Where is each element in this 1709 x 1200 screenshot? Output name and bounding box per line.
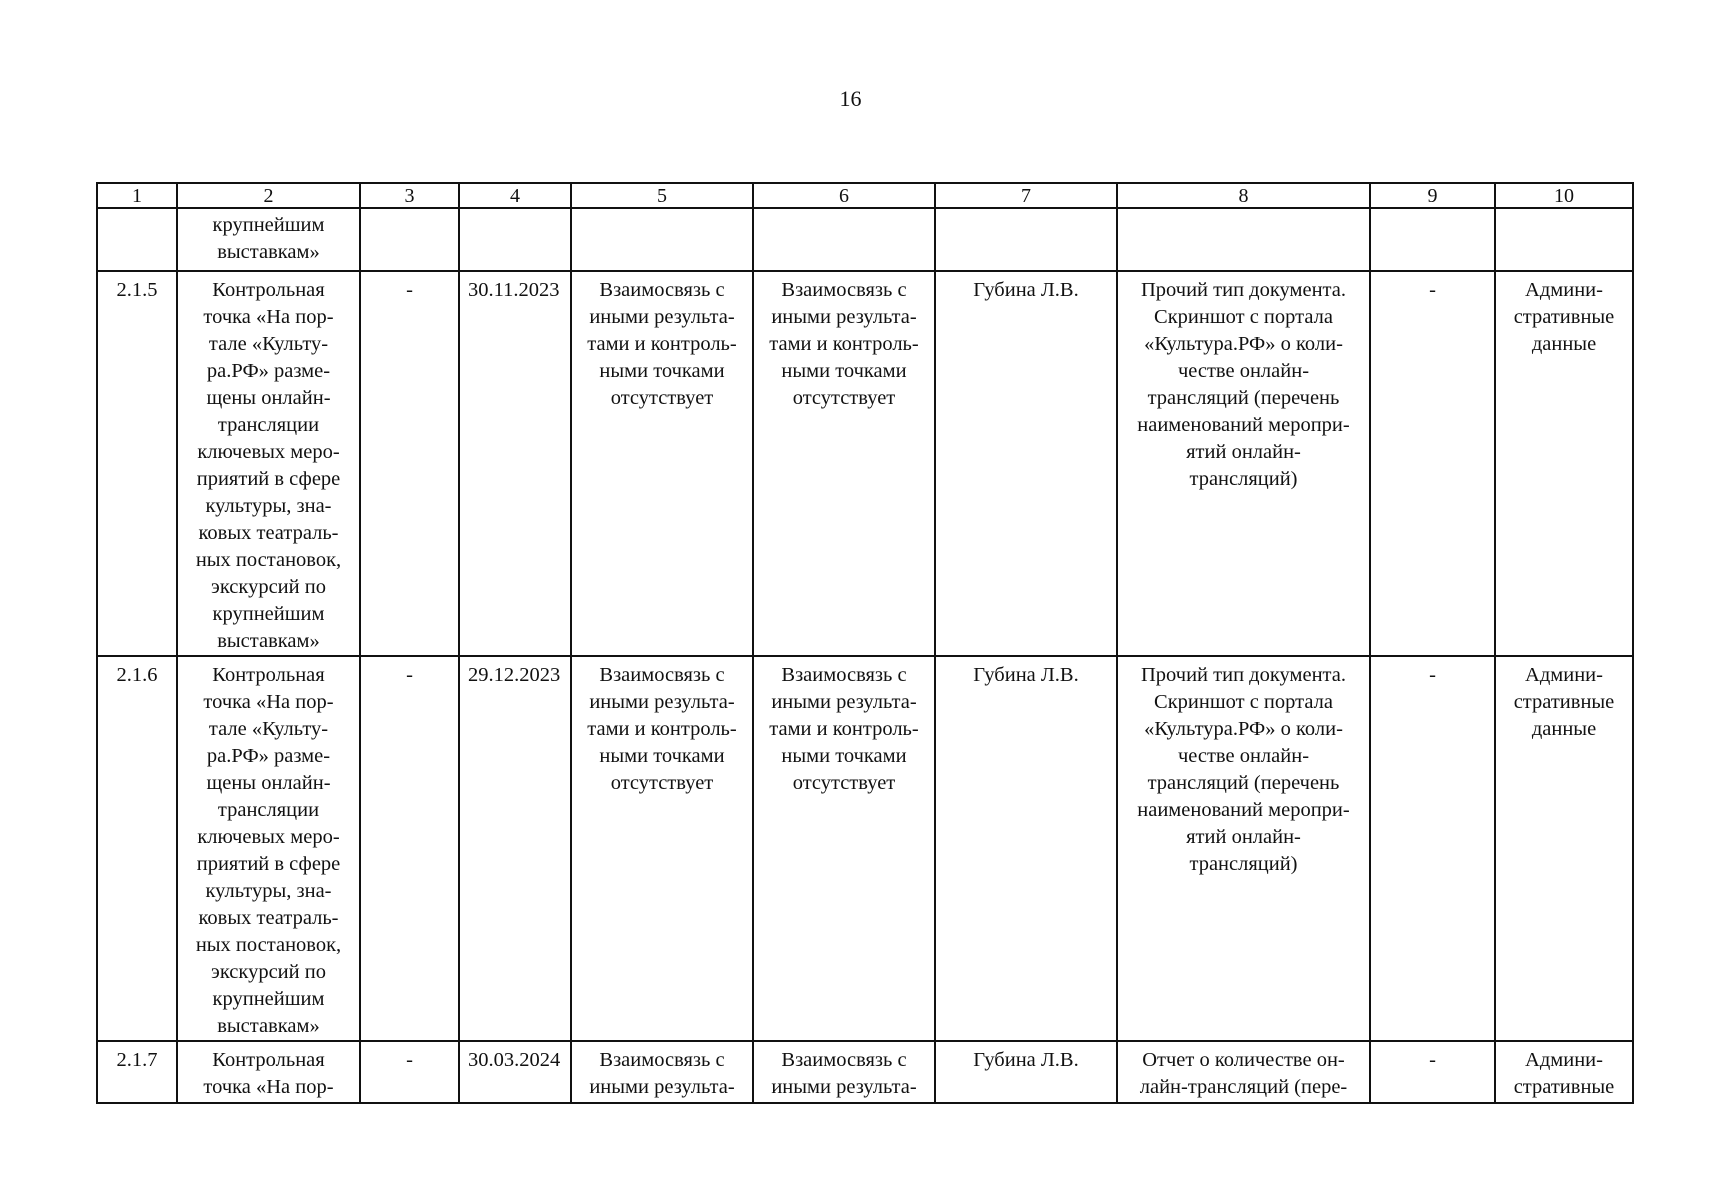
page-number: 16 (839, 86, 862, 111)
cell-text: Взаимосвязь с иными результа- тами и контроль- ными точками отсутствует (587, 664, 737, 794)
column-number-cell: 6 (753, 183, 935, 208)
cell-text: - (1429, 1049, 1436, 1071)
column-number-cell: 1 (97, 183, 177, 208)
row-number-cell (97, 271, 177, 656)
cell-text: Взаимосвязь с иными результа- тами и контроль- ными точками отсутствует (769, 279, 919, 409)
column-number-cell: 7 (935, 183, 1117, 208)
data-source-cell (1495, 1041, 1633, 1103)
date-cell (459, 1041, 571, 1103)
document-type-cell (1117, 1041, 1370, 1103)
table-row (97, 656, 1633, 1041)
cell-text: - (406, 664, 413, 686)
relation-cell (753, 1041, 935, 1103)
column-number-cell: 4 (459, 183, 571, 208)
responsible-cell (935, 1041, 1117, 1103)
control-point-name-cell (177, 1041, 360, 1103)
row-number-cell (97, 656, 177, 1041)
cell (1370, 656, 1495, 1041)
responsible-cell (935, 271, 1117, 656)
control-point-name-cell (177, 656, 360, 1041)
column-number-cell: 10 (1495, 183, 1633, 208)
relation-cell (753, 271, 935, 656)
cell-text: Взаимосвязь с иными результа- тами и контроль- ными точками отсутствует (587, 279, 737, 409)
cell (360, 208, 459, 271)
relation-cell (753, 208, 935, 271)
cell (1370, 271, 1495, 656)
cell (360, 271, 459, 656)
row-number-cell (97, 208, 177, 271)
column-number-cell: 9 (1370, 183, 1495, 208)
data-source-cell (1495, 271, 1633, 656)
column-number-cell: 2 (177, 183, 360, 208)
data-source-cell (1495, 208, 1633, 271)
cell-text: Прочий тип документа. Скриншот с портала «Культура.РФ» о коли- честве онлайн- трансляций (перечень наименований меропри- ятий онлайн- трансляций) (1137, 664, 1350, 875)
row-number-cell (97, 1041, 177, 1103)
cell-text: Контрольная точка «На пор- тале «Культу- ра.РФ» разме- щены онлайн- трансляции ключевых меро- приятий в сфере культуры, зна- ковых театраль- ных постановок, экскурсий по крупнейшим выставкам» (195, 664, 342, 1037)
relation-cell (753, 656, 935, 1041)
control-points-table (96, 182, 1634, 1104)
control-point-name-cell (177, 271, 360, 656)
cell-text: - (406, 1049, 413, 1071)
cell-text: Админи- стративные данные (1513, 664, 1615, 740)
relation-cell (571, 1041, 753, 1103)
relation-cell (571, 656, 753, 1041)
relation-cell (571, 271, 753, 656)
cell-text: 2.1.7 (116, 1049, 158, 1071)
cell (360, 656, 459, 1041)
table-row (97, 208, 1633, 271)
column-number-cell: 5 (571, 183, 753, 208)
cell-text: - (1429, 279, 1436, 301)
cell-text: Губина Л.В. (973, 1049, 1079, 1071)
cell-text: 30.11.2023 (468, 279, 560, 301)
date-cell (459, 271, 571, 656)
table-row (97, 271, 1633, 656)
document-type-cell (1117, 271, 1370, 656)
date-cell (459, 208, 571, 271)
cell-text: Губина Л.В. (973, 279, 1079, 301)
date-cell (459, 656, 571, 1041)
responsible-cell (935, 656, 1117, 1041)
cell-text: Админи- стративные (1513, 1049, 1615, 1098)
cell-text: 30.03.2024 (468, 1049, 561, 1071)
responsible-cell (935, 208, 1117, 271)
cell (1370, 208, 1495, 271)
cell-text: Админи- стративные данные (1513, 279, 1615, 355)
cell-text: Взаимосвязь с иными результа- (589, 1049, 735, 1098)
column-number-row (97, 183, 1633, 208)
cell-text: Отчет о количестве он- лайн-трансляций (пере- (1139, 1049, 1348, 1098)
cell-text: крупнейшим выставкам» (212, 214, 325, 263)
cell-text: - (406, 279, 413, 301)
cell-text: Взаимосвязь с иными результа- (771, 1049, 917, 1098)
column-number-cell: 3 (360, 183, 459, 208)
data-source-cell (1495, 656, 1633, 1041)
cell-text: Контрольная точка «На пор- (203, 1049, 334, 1098)
cell-text: Взаимосвязь с иными результа- тами и контроль- ными точками отсутствует (769, 664, 919, 794)
cell-text: 2.1.6 (116, 664, 158, 686)
cell-text: - (1429, 664, 1436, 686)
control-point-name-cell (177, 208, 360, 271)
column-number-cell: 8 (1117, 183, 1370, 208)
relation-cell (571, 208, 753, 271)
cell (1370, 1041, 1495, 1103)
document-type-cell (1117, 208, 1370, 271)
cell-text: 2.1.5 (116, 279, 158, 301)
cell-text: 29.12.2023 (468, 664, 561, 686)
cell-text: Контрольная точка «На пор- тале «Культу- ра.РФ» разме- щены онлайн- трансляции ключевых меро- приятий в сфере культуры, зна- ковых театраль- ных постановок, экскурсий по крупнейшим выставкам» (195, 279, 342, 652)
cell-text: Губина Л.В. (973, 664, 1079, 686)
cell (360, 1041, 459, 1103)
document-type-cell (1117, 656, 1370, 1041)
cell-text: Прочий тип документа. Скриншот с портала «Культура.РФ» о коли- честве онлайн- трансляций (перечень наименований меропри- ятий онлайн- трансляций) (1137, 279, 1350, 490)
table-row (97, 1041, 1633, 1103)
